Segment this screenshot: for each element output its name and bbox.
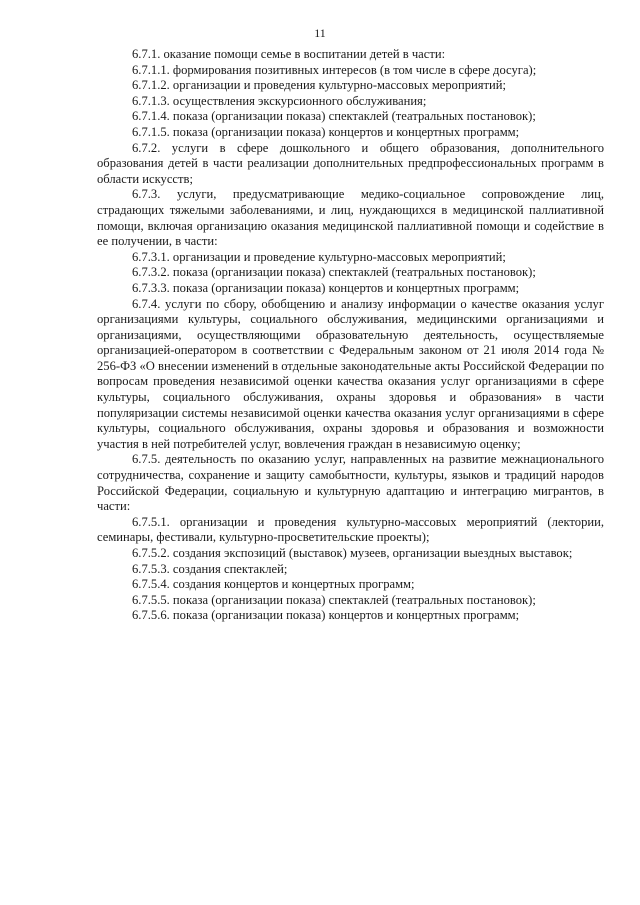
paragraph-6-7-1-3: 6.7.1.3. осуществления экскурсионного обслуживания; [132, 93, 427, 108]
paragraph-6-7-1-5: 6.7.1.5. показа (организации показа) концертов и концертных программ; [132, 124, 520, 139]
paragraph-6-7-1-4: 6.7.1.4. показа (организации показа) спектаклей (театральных постановок); [132, 109, 536, 124]
paragraph-6-7-2: 6.7.2. услуги в сфере дошкольного и общего образования, дополнительного образования детей в части реализации дополнительных предпрофессиональных программ в области искусств; [97, 140, 604, 186]
paragraph-6-7-5-1: 6.7.5.1. организации и проведения культурно-массовых мероприятий (лектории, семинары, фестивали, культурно-просветительские проекты); [97, 514, 604, 545]
page-number: 11 [314, 26, 326, 40]
document-body [97, 47, 604, 624]
paragraph-6-7-3-1: 6.7.3.1. организации и проведение культурно-массовых мероприятий; [132, 249, 506, 264]
paragraph-6-7-3-2: 6.7.3.2. показа (организации показа) спектаклей (театральных постановок); [132, 265, 536, 280]
paragraph-6-7-5-2: 6.7.5.2. создания экспозиций (выставок) музеев, организации выездных выставок; [132, 546, 573, 560]
paragraph-6-7-5-5: 6.7.5.5. показа (организации показа) спектаклей (театральных постановок); [132, 592, 536, 607]
paragraph-6-7-5-6: 6.7.5.6. показа (организации показа) концертов и концертных программ; [132, 608, 520, 623]
paragraph-6-7-3-3: 6.7.3.3. показа (организации показа) концертов и концертных программ; [132, 280, 520, 295]
paragraph-6-7-3: 6.7.3. услуги, предусматривающие медико-социальное сопровождение лиц, страдающих тяжелыми заболеваниями, и лиц, нуждающихся в медицинской паллиативной помощи, включая организацию оказания медицинской паллиативной помощи и содействие в ее получении, в части: [97, 187, 604, 249]
paragraph-6-7-5: 6.7.5. деятельность по оказанию услуг, направленных на развитие межнационального сотрудничества, сохранение и защиту самобытности, культуры, языков и традиций народов Российской Федерации, социальную и культурную адаптацию и интеграцию мигрантов, в части: [97, 452, 604, 514]
paragraph-6-7-5-4: 6.7.5.4. создания концертов и концертных программ; [132, 577, 415, 592]
paragraph-6-7-1-2: 6.7.1.2. организации и проведения культурно-массовых мероприятий; [132, 78, 507, 93]
paragraph-6-7-1: 6.7.1. оказание помощи семье в воспитании детей в части: [132, 47, 446, 61]
paragraph-6-7-4: 6.7.4. услуги по сбору, обобщению и анализу информации о качестве оказания услуг организациями культуры, социального обслуживания, медицинскими организациями и организациями, осуществляющими образовательную деятельность, осуществляемые организацией-оператором в соответствии с Федеральным законом от 21 июля 2014 года № 256-ФЗ «О внесении изменений в отдельные законодательные акты Российской Федерации по вопросам проведения независимой оценки качества оказания услуг организациями в сфере культуры, социального обслуживания, охраны здоровья и образования» в части популяризации системы независимой оценки качества оказания услуг организациями в сфере культуры, социального обслуживания, охраны здоровья и образования и возможности участия в ней потребителей услуг, вовлечения граждан в независимую оценку; [97, 296, 604, 451]
paragraph-6-7-5-3: 6.7.5.3. создания спектаклей; [132, 561, 288, 576]
paragraph-6-7-1-1: 6.7.1.1. формирования позитивных интересов (в том числе в сфере досуга); [132, 62, 537, 77]
